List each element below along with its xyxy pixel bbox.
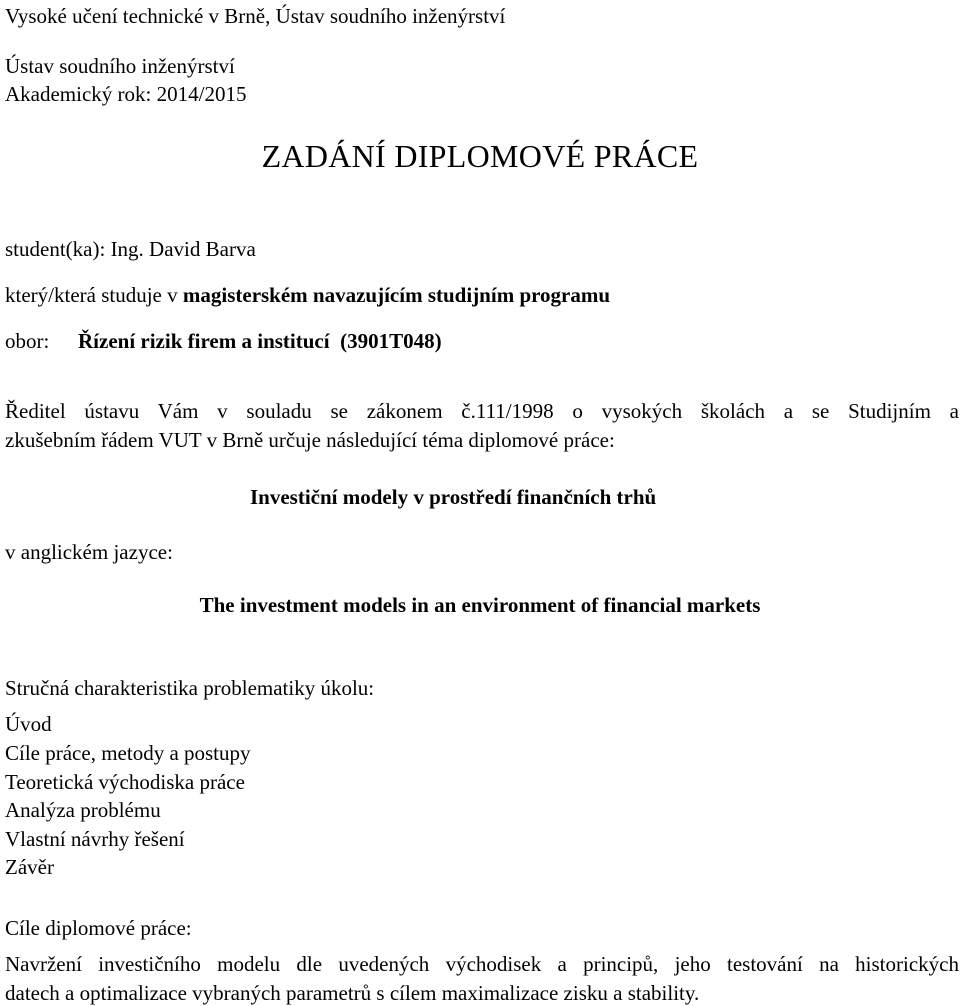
thesis-title-cz: Investiční modely v prostředí finančních trhů: [250, 485, 657, 509]
field-code: (3901T048): [340, 329, 442, 353]
characteristics-item: Analýza problému: [5, 798, 161, 822]
header-institution: Vysoké učení technické v Brně, Ústav soudního inženýrství: [5, 4, 506, 28]
program-prefix: který/která studuje v: [5, 283, 178, 307]
directive-line-1: Ředitel ústavu Vám v souladu se zákonem č.111/1998 o vysokých školách a se Studijním a: [5, 399, 959, 423]
goals-paragraph: [5, 954, 959, 1004]
field-row: [78, 331, 442, 352]
program-row: [5, 285, 610, 306]
student-label: student(ka):: [5, 237, 106, 261]
field-value: Řízení rizik firem a institucí: [78, 329, 330, 353]
goals-heading: Cíle diplomové práce:: [5, 916, 192, 940]
characteristics-item: Závěr: [5, 855, 54, 879]
thesis-title-en: The investment models in an environment of financial markets: [199, 593, 761, 617]
english-label: v anglickém jazyce:: [5, 540, 173, 564]
field-label: obor:: [5, 329, 50, 353]
characteristics-item: Cíle práce, metody a postupy: [5, 741, 251, 765]
characteristics-item: Úvod: [5, 712, 52, 736]
characteristics-item: Teoretická východiska práce: [5, 770, 245, 794]
document-title: ZADÁNÍ DIPLOMOVÉ PRÁCE: [261, 138, 699, 174]
program-name: magisterském navazujícím studijním programu: [182, 283, 611, 307]
goals-line-1: Navržení investičního modelu dle uvedených východisek a principů, jeho testování na historických: [5, 952, 959, 976]
characteristics-heading: Stručná charakteristika problematiky úkolu:: [5, 676, 375, 700]
header-department: Ústav soudního inženýrství: [5, 54, 235, 78]
goals-line-2: datech a optimalizace vybraných parametrů s cílem maximalizace zisku a stability.: [5, 981, 700, 1005]
student-row: [5, 239, 256, 260]
header-academic-year: Akademický rok: 2014/2015: [5, 82, 247, 106]
student-name: Ing. David Barva: [110, 237, 256, 261]
directive-line-2: zkušebním řádem VUT v Brně určuje následující téma diplomové práce:: [5, 428, 615, 452]
characteristics-item: Vlastní návrhy řešení: [5, 827, 185, 851]
directive-paragraph: [5, 401, 959, 451]
